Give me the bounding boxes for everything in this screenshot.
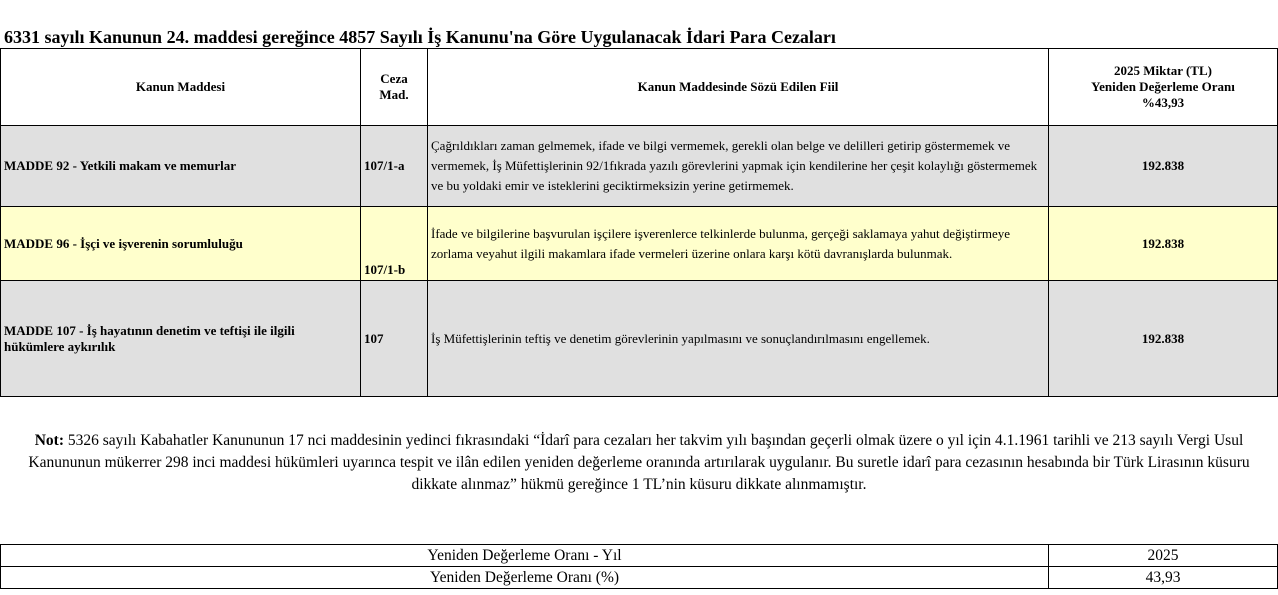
table-row (1, 281, 1278, 397)
act-cell: İfade ve bilgilerine başvurulan işçilere işverenlerce telkinlerde bulunma, gerçeği saklamaya yahut değiştirmeye zorlama veyahut ilgili makamlara ifade vermeleri üzerine onlara karşı kötü davranışlarda bulunmak. (428, 207, 1049, 281)
revaluation-row (1, 567, 1278, 589)
revaluation-year-value: 2025 (1049, 545, 1278, 567)
header-act: Kanun Maddesinde Sözü Edilen Fiil (428, 49, 1049, 126)
act-cell: İş Müfettişlerinin teftiş ve denetim görevlerinin yapılmasını ve sonuçlandırılmasını engellemek. (428, 281, 1049, 397)
article-cell: MADDE 96 - İşçi ve işverenin sorumluluğu (1, 207, 361, 281)
penalty-table (0, 48, 1278, 397)
penalty-article-cell: 107/1-a (361, 126, 428, 207)
header-amount-line3: %43,93 (1141, 95, 1185, 110)
header-amount-line2: Yeniden Değerleme Oranı (1091, 79, 1235, 94)
revaluation-year-label: Yeniden Değerleme Oranı - Yıl (1, 545, 1049, 567)
act-cell: Çağrıldıkları zaman gelmemek, ifade ve bilgi vermemek, gerekli olan belge ve delilleri getirip göstermemek ve vermemek, İş Müfettişlerinin 92/1fıkrada yazılı görevlerini yapmak için kendilerine her çeşit kolaylığı göstermemek ve bu yoldaki emir ve isteklerini geciktirmeksizin yerine getirmemek. (428, 126, 1049, 207)
revaluation-rate-label: Yeniden Değerleme Oranı (%) (1, 567, 1049, 589)
amount-cell: 192.838 (1049, 207, 1278, 281)
header-penalty-article-line2: Mad. (379, 87, 409, 102)
note-paragraph (8, 430, 1270, 496)
table-header-row (1, 49, 1278, 126)
header-penalty-article-line1: Ceza (380, 71, 408, 86)
penalty-article-cell: 107 (361, 281, 428, 397)
amount-cell: 192.838 (1049, 126, 1278, 207)
revaluation-rate-value: 43,93 (1049, 567, 1278, 589)
header-penalty-article (361, 49, 428, 126)
header-amount (1049, 49, 1278, 126)
article-cell: MADDE 107 - İş hayatının denetim ve teftişi ile ilgili hükümlere aykırılık (1, 281, 361, 397)
amount-cell: 192.838 (1049, 281, 1278, 397)
header-amount-line1: 2025 Miktar (TL) (1114, 63, 1212, 78)
article-cell: MADDE 92 - Yetkili makam ve memurlar (1, 126, 361, 207)
page-title: 6331 sayılı Kanunun 24. maddesi gereğince 4857 Sayılı İş Kanunu'na Göre Uygulanacak İdari Para Cezaları (4, 27, 836, 47)
table-row (1, 207, 1278, 281)
penalty-article-cell: 107/1-b (361, 207, 428, 281)
revaluation-row (1, 545, 1278, 567)
revaluation-table (0, 544, 1278, 589)
note-text: 5326 sayılı Kabahatler Kanununun 17 nci maddesinin yedinci fıkrasındaki “İdarî para cezaları her takvim yılı başından geçerli olmak üzere o yıl için 4.1.1961 tarihli ve 213 sayılı Vergi Usul Kanununun mükerrer 298 inci maddesi hükümleri uyarınca tespit ve ilân edilen yeniden değerleme oranında artırılarak uygulanır. Bu suretle idarî para cezasının hesabında bir Türk Lirasının küsuru dikkate alınmaz” hükmü gereğince 1 TL’nin küsuru dikkate alınmamıştır. (28, 432, 1250, 493)
note-label: Not: (34, 432, 65, 449)
table-row (1, 126, 1278, 207)
header-article: Kanun Maddesi (1, 49, 361, 126)
